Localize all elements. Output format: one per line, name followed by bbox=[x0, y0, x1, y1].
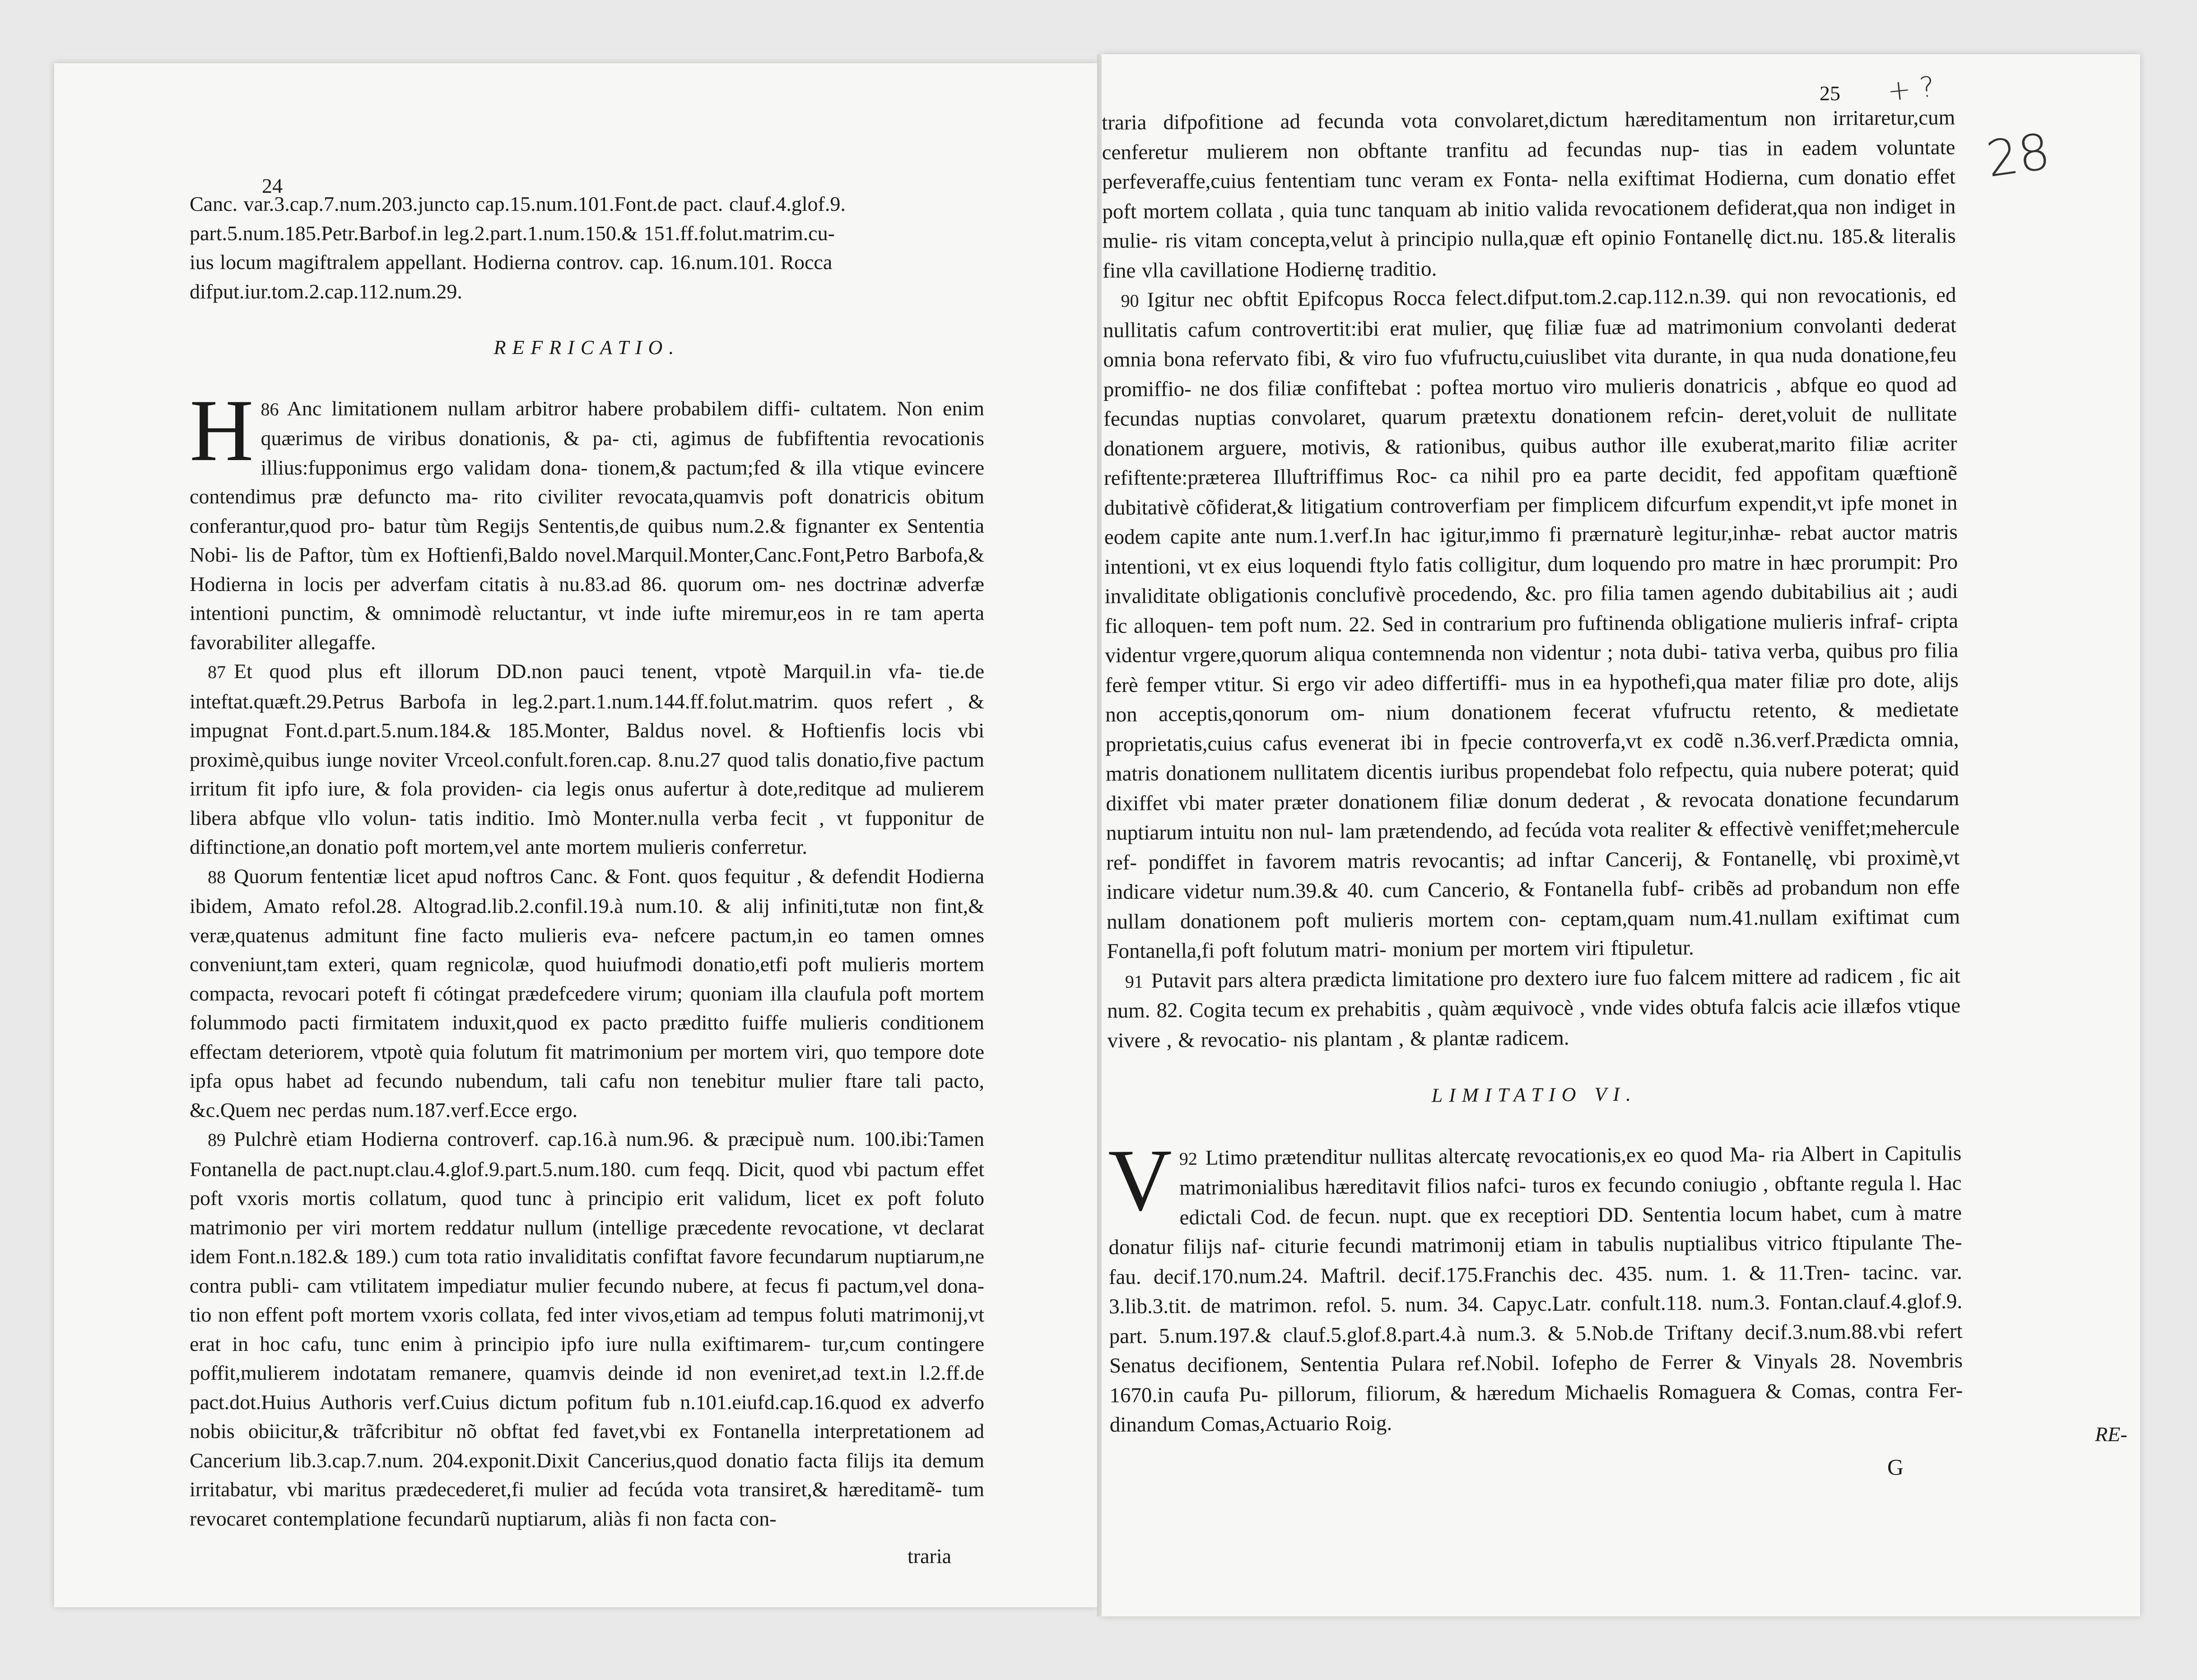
drop-cap: V bbox=[1108, 1131, 1173, 1229]
signature-mark: G bbox=[1887, 1454, 1904, 1480]
paragraph-number: 89 bbox=[208, 1130, 226, 1150]
paragraph-87 bbox=[190, 657, 984, 862]
paragraph-text: Putavit pars altera prædicta limitatione pro dextero iure fuo falcem mittere ad radicem , fic ait num. 82. Cogita tecum ex prehabitis , quàm æquivocè , vnde vides obtufa falcis acie illæfos vtique vivere , & revocatio- nis plantam , & plantæ radicem. bbox=[1107, 963, 1961, 1052]
intro-line: Canc. var.3.cap.7.num.203.juncto cap.15.num.101.Font.de pact. clauf.4.glof.9. bbox=[190, 192, 846, 215]
right-catchword: RE- bbox=[2095, 1423, 2127, 1446]
right-page-text bbox=[1102, 103, 1963, 1440]
paragraph-text: Igitur nec obftit Epifcopus Rocca felect.difput.tom.2.cap.112.n.39. qui non revocationis, ed nullitatis cafum controvertit:ibi erat mulier, quę filiæ fuæ ad matrimonium convolanti dederat omnia bona refervato fibi, & viro fuo vfufructu,cuiuslibet vita durante, in qua nuda donatione,feu promiffio- ne dos filiæ confiftebat : poftea mortuo viro mulieris donatricis , abfque eo quod ad fecundas nuptias convolaret, quarum prætextu donationem refcin- deret,voluit de nullitate donationem arguere, motivis, & rationibus, quibus author ille exuberat,marito filiæ acriter refiftente:præterea Illuftriffimus Roc- ca nihil pro ea parte decidit, fed appofitam quæftionẽ dubitativè cõfiderat,& litigatium controverfiam per fimplicem difcurfum expendit,vt ipfe monet in eodem capite ante num.1.verf.In hac igitur,immo fi prærnaturè legitur,inhæ- rebat auctor matris intentioni, vt ex eius loquendi ftylo fatis colligitur, dum loquendo pro matre in hæc prorumpit: Pro invaliditate obligationis conclufivè procedendo, &c. pro filia tamen agendo dubitabilius ait ; audi fic alloquen- tem poft num. 22. Sed in contrarium pro fuftinenda obligatione mulieris infraf- cripta videntur vrgere,quorum aliqua contemnenda non videntur ; nota dubi- tativa verba, quibus pro filia ferè femper vtitur. Si ergo vir adeo differtiffi- mus in ea hypothefi,qua mater filiæ pro dote, alijs non acceptis,qonorum om- nium donationem fecerat vfufructu retento, & medietate proprietatis,cuius cafus evenerat ibi in fpecie controverfa,vt ex codẽ n.36.verf.Prædicta omnia, matris donationem nullitatem dicentis iuribus propendebat folo refpectu, quia nubere poterat; quid dixiffet vbi mater præter donationem filiæ donum dederat , & revocata donatione fecundarum nuptiarum intuitu non nul- lam prætendendo, ad fecúda vota realiter & effectivè veniffet;mehercule ref- pondiffet in favorem matris revocantis; ad inftar Cancerij, & Fontanellę, vbi proximè,vt indicare videtur num.39.& 40. cum Cancerio, & Fontanella fubf- cribẽs ad probandum non effe nullam donationem poft mulieris mortem con- ceptam,quam num.41.nullam exiftimat cum Fontanella,fi poft folutum matri- monium per mortem viri ftipuletur. bbox=[1103, 283, 1960, 963]
paragraph-92 bbox=[1108, 1131, 1963, 1440]
intro-line: difput.iur.tom.2.cap.112.num.29. bbox=[190, 279, 462, 303]
paragraph-text: Et quod plus eft illorum DD.non pauci tenent, vtpotè Marquil.in vfa- tie.de inteftat.quæft.29.Petrus Barbofa in leg.2.part.1.num.144.ff.folut.matrim. quos refert , & impugnat Font.d.part.5.num.184.& 185.Monter, Baldus novel. & Hoftienfis locis vbi proximè,quibus iunge noviter Vrceol.confult.foren.cap. 8.nu.27 quod talis donatio,five pactum irritum fit ipfo iure, & fola providen- cia legis onus aufertur à dote,reditque ad mulierem libera abfque vllo volun- tatis inditio. Imò Monter.nulla verba fecit , vt fupponitur de diftinctione,an donatio poft mortem,vel ante mortem mulieris conferretur. bbox=[190, 660, 984, 858]
section-title-refricatio: REFRICATIO. bbox=[493, 336, 680, 358]
paragraph-text: Ltimo prætenditur nullitas altercatę revocationis,ex eo quod Ma- ria Albert in Capitulis matrimonialibus hæreditavit filios nafci- turos ex fecundo coniugio , obftante regula l. Hac edictali Cod. de fecun. nupt. que ex receptiori DD. Sententia locum habet, cum à matre donatur filijs naf- citurie fecundi matrimonij etiam in tabulis nuptialibus vitrico ftipulante The- fau. decif.170.num.24. Maftril. decif.175.Franchis dec. 435. num. 1. & 11.Tren- tacinc. var. 3.lib.3.tit. de matrimon. refol. 5. num. 34. Capyc.Latr. confult.118. num.3. Fontan.clauf.4.glof.9. part. 5.num.197.& clauf.5.glof.8.part.4.à num.3. & 5.Nob.de Triftany decif.3.num.88.vbi refert Senatus decifionem, Sententia Pulara ref.Nobil. Iofepho de Ferrer & Vinyals 28. Novembris 1670.in caufa Pu- pillorum, filiorum, & hæredum Michaelis Romaguera & Comas, contra Fer- dinandum Comas,Actuario Roig. bbox=[1108, 1141, 1963, 1437]
paragraph-number: 91 bbox=[1125, 971, 1143, 992]
paragraph-number: 92 bbox=[1179, 1148, 1197, 1169]
paragraph-88 bbox=[190, 862, 984, 1125]
paragraph-90 bbox=[1103, 280, 1960, 966]
paragraph-number: 86 bbox=[261, 399, 279, 419]
opening-continuation: traria difpofitione ad fecunda vota convolaret,dictum hæreditamentum non irritaretur,cum cenferetur mulierem non obftante tranfitu ad fecundas nup- tias in eadem voluntate perfeveraffe,cuius fententiam tunc veram ex Fonta- nella exiftimat Hodierna, cum donatio effet poft mortem collata , quia tunc tanquam ab initio valida revocationem defiderat,qua non indiget in mulie- ris vitam concepta,velut à principio nulla,quæ eft opinio Fontanellę dict.nu. 185.& literalis fine vlla cavillatione Hodiernę traditio. bbox=[1102, 106, 1956, 283]
section-title-limitatio: LIMITATIO VI. bbox=[1431, 1083, 1638, 1107]
paragraph-text: Anc limitationem nullam arbitror habere probabilem diffi- cultatem. Non enim quærimus de viribus donationis, & pa- cti, agimus de fubfiftentia revocationis illius:fupponimus ergo validam dona- tionem,& pactum;fed & illa vtique evincere contendimus præ defuncto ma- rito civiliter revocata,quamvis poft donatricis obitum conferantur,quod pro- batur tùm Regijs Sententis,de quibus num.2.& fignanter ex Sententia Nobi- lis de Paftor, tùm ex Hoftienfi,Baldo novel.Marquil.Monter,Canc.Font,Petro Barbofa,& Hodierna in locis per adverfam citatis à nu.83.ad 86. quorum om- nes doctrinæ adverfæ intentioni punctim, & omnimodè reluctantur, vt inde iufte miremur,eos in re tam aperta favorabiliter allegaffe. bbox=[190, 396, 984, 654]
left-page-text bbox=[190, 190, 984, 1533]
paragraph-91 bbox=[1107, 961, 1961, 1056]
paragraph-number: 87 bbox=[208, 662, 226, 682]
left-catchword: traria bbox=[908, 1545, 952, 1568]
handwritten-folio-number: 28 bbox=[1983, 122, 2054, 189]
left-page-number: 24 bbox=[262, 174, 283, 197]
intro-line: part.5.num.185.Petr.Barbof.in leg.2.part.1.num.150.& 151.ff.folut.matrim.cu- bbox=[190, 221, 835, 245]
paragraph-number: 88 bbox=[208, 866, 226, 887]
right-page-number: 25 bbox=[1820, 82, 1840, 105]
paragraph-number: 90 bbox=[1121, 290, 1139, 311]
handwritten-mark: + ? bbox=[1885, 70, 1936, 108]
paragraph-86 bbox=[190, 381, 984, 657]
paragraph-text: Pulchrè etiam Hodierna controverf. cap.16.à num.96. & præcipuè num. 100.ibi:Tamen Fontanella de pact.nupt.clau.4.glof.9.part.5.num.180. cum feqq. Dicit, quod vbi pactum effet poft vxoris mortis collatum, quod tunc à principio erit validum, licet ex poft foluto matrimonio per viri mortem reddatur nullum (intellige præcedente revocatione, vt declarat idem Font.n.182.& 189.) cum tota ratio invaliditatis confiftat favore fecundarum nuptiarum,ne contra publi- cam vtilitatem impediatur mulier fecundo nubere, at fecus fi pactum,vel dona- tio non effent poft mortem vxoris collata, fed inter vivos,etiam ad tempus foluti matrimonij,vt erat in hoc cafu, tunc enim à principio ipfo iure nulla exiftimarem- tur,cum contingere poffit,mulierem indotatam remanere, quamvis deinde id non eveniret,ad text.in l.2.ff.de pact.dot.Huius Authoris verf.Cuius dictum pofitum fub n.101.eiufd.cap.16.quod ex adverfo nobis obiicitur,& trãfcribitur nõ obftat fed favet,vbi ex Fontanella interpretationem ad Cancerium lib.3.cap.7.num. 204.exponit.Dixit Cancerius,quod donatio facta filijs ita demum irritabatur, vbi maritus prædecederet,fi mulier ad fecúda vota transiret,& hæreditamẽ- tum revocaret contemplatione fecundarũ nuptiarum, aliàs fi non facta con- bbox=[190, 1127, 984, 1530]
drop-cap: H bbox=[190, 381, 254, 479]
intro-line: ius locum magiftralem appellant. Hodierna controv. cap. 16.num.101. Rocca bbox=[190, 251, 833, 274]
paragraph-text: Quorum fententiæ licet apud noftros Canc. & Font. quos fequitur , & defendit Hodierna ibidem, Amato refol.28. Altograd.lib.2.confil.19.à num.10. & alij infiniti,tutæ non fint,& veræ,quatenus admitunt fine facto mulieris eva- nefcere pactum,in eo tamen omnes conveniunt,tam exteri, quam regnicolæ, quod huiufmodi donatio,etfi poft mulieris mortem compacta, revocari poteft fi cótingat prædefcedere virum; quoniam illa claufula poft mortem folummodo pacti firmitatem induxit,quod ex pacto præditto fuiffe mulieris conditionem effectam deteriorem, vtpotè quia folutum fit matrimonium per mortem viri, quo tempore dote ipfa opus habet ad fecundo nubendum, tali cafu non tenebitur mulier ftare tali pacto, &c.Quem nec perdas num.187.verf.Ecce ergo. bbox=[190, 864, 984, 1122]
paragraph-89 bbox=[190, 1125, 984, 1533]
